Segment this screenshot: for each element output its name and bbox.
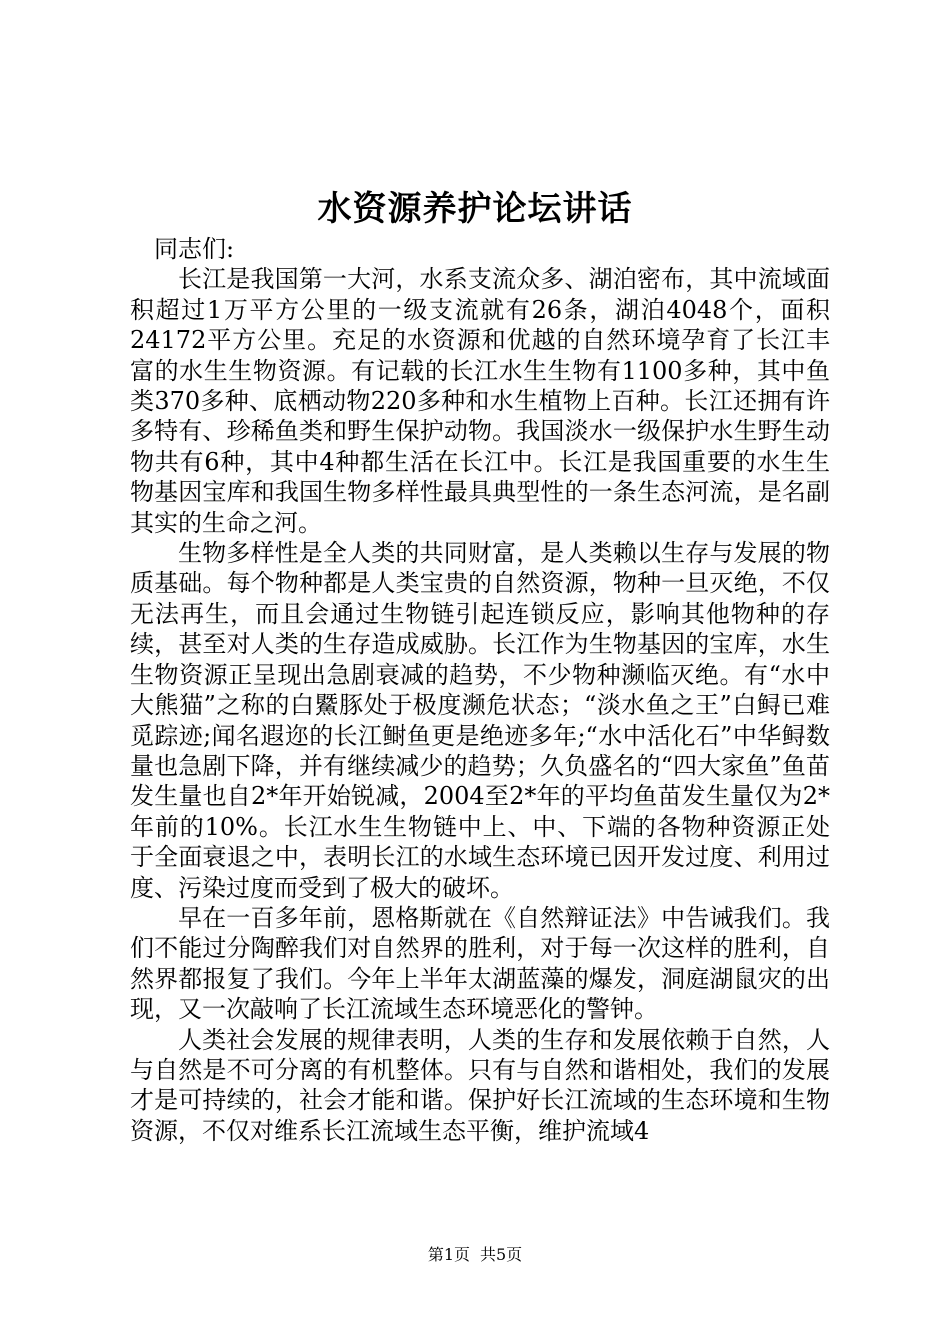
page-number: 第1页 [427, 1245, 470, 1264]
document-title: 水资源养护论坛讲话 [317, 189, 633, 229]
paragraph-3: 早在一百多年前，恩格斯就在《自然辩证法》中告诫我们。我们不能过分陶醉我们对自然界的胜利，对于每一次这样的胜利，自然界都报复了我们。今年上半年太湖蓝藻的爆发，洞庭湖鼠灾的出现，又一次敲响了长江流域生态环境恶化的警钟。 [130, 903, 830, 1024]
salutation: 同志们: [154, 235, 235, 263]
paragraph-2: 生物多样性是全人类的共同财富，是人类赖以生存与发展的物质基础。每个物种都是人类宝贵的自然资源，物种一旦灭绝，不仅无法再生，而且会通过生物链引起连锁反应，影响其他物种的存续，甚至对人类的生存造成威胁。长江作为生物基因的宝库，水生生物资源正呈现出急剧衰减的趋势，不少物种濒临灭绝。有“水中大熊猫”之称的白鱀豚处于极度濒危状态；“淡水鱼之王”白鲟已难觅踪迹;闻名遐迩的长江鲥鱼更是绝迹多年;“水中活化石”中华鲟数量也急剧下降，并有继续减少的趋势；久负盛名的“四大家鱼”鱼苗发生量也自2*年开始锐减，2004至2*年的平均鱼苗发生量仅为2*年前的10%。长江水生生物链中上、中、下端的各物种资源正处于全面衰退之中，表明长江的水域生态环境已因开发过度、利用过度、污染过度而受到了极大的破坏。 [130, 539, 830, 902]
page-total: 共5页 [480, 1245, 523, 1264]
document-body [130, 234, 830, 1146]
page-footer [0, 1243, 950, 1267]
paragraph-4: 人类社会发展的规律表明，人类的生存和发展依赖于自然，人与自然是不可分离的有机整体。只有与自然和谐相处，我们的发展才是可持续的，社会才能和谐。保护好长江流域的生态环境和生物资源，不仅对维系长江流域生态平衡，维护流域4 [130, 1025, 830, 1145]
paragraph-1: 长江是我国第一大河，水系支流众多、湖泊密布，其中流域面积超过1万平方公里的一级支流就有26条，湖泊4048个，面积24172平方公里。充足的水资源和优越的自然环境孕育了长江丰富的水生生物资源。有记载的长江水生生物有1100多种，其中鱼类370多种、底栖动物220多种和水生植物上百种。长江还拥有许多特有、珍稀鱼类和野生保护动物。我国淡水一级保护水生野生动物共有6种，其中4种都生活在长江中。长江是我国重要的水生生物基因宝库和我国生物多样性最具典型性的一条生态河流，是名副其实的生命之河。 [130, 265, 830, 537]
